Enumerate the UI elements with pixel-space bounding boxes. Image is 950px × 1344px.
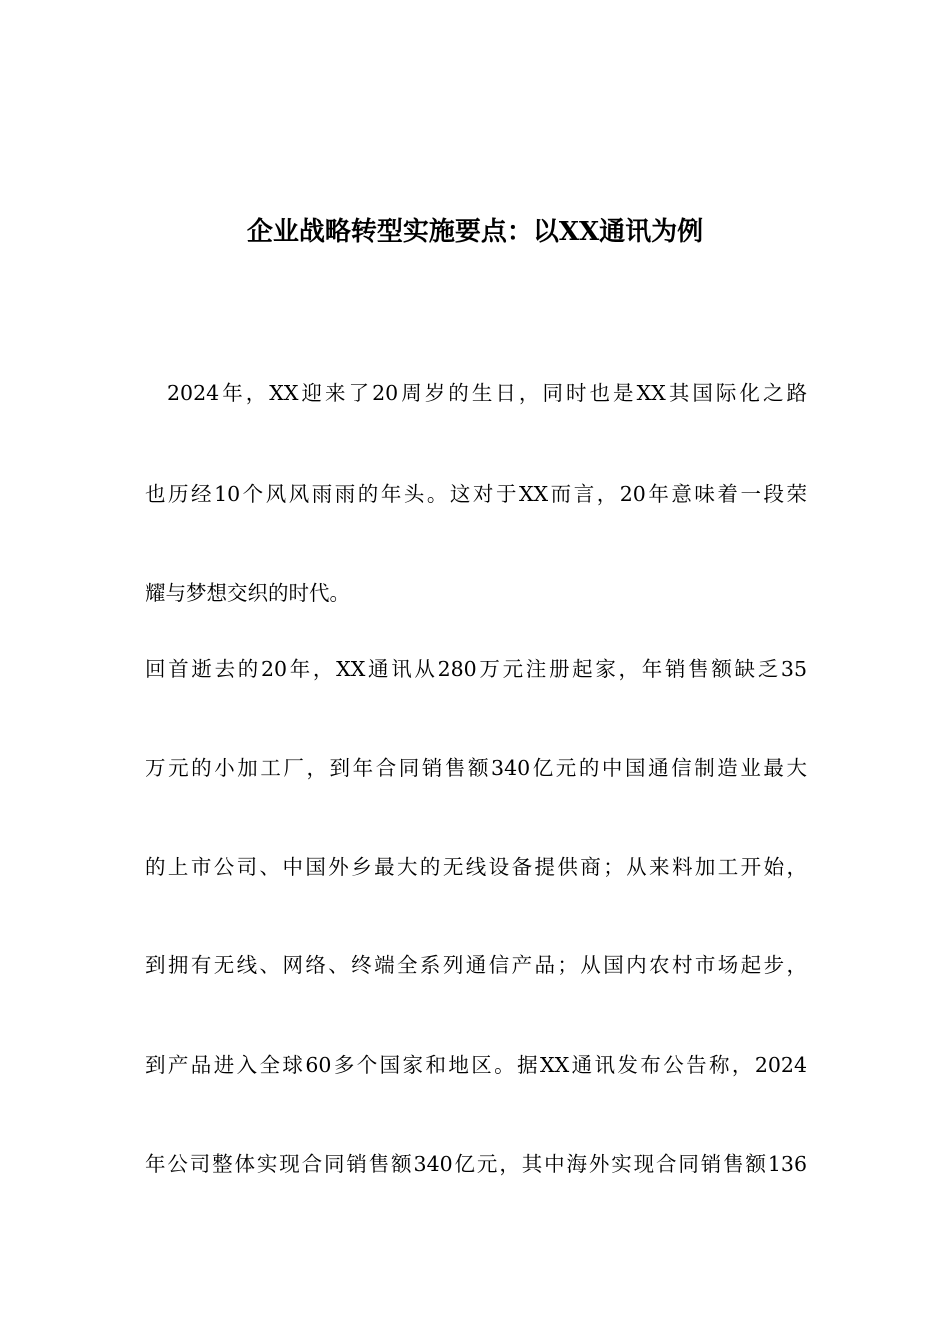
paragraph-line: 到产品进入全球60多个国家和地区。据XX通讯发布公告称，2024 [145, 1053, 807, 1077]
paragraph-line: 也历经10个风风雨雨的年头。这对于XX而言，20年意味着一段荣 [145, 482, 807, 506]
paragraph-line: 2024年，XX迎来了20周岁的生日，同时也是XX其国际化之路 [167, 381, 807, 405]
paragraph-line: 耀与梦想交织的时代。 [145, 581, 350, 605]
paragraph-line: 年公司整体实现合同销售额340亿元，其中海外实现合同销售额136 [145, 1152, 807, 1176]
paragraph-line: 回首逝去的20年，XX通讯从280万元注册起家，年销售额缺乏35 [145, 657, 807, 681]
paragraph-line: 的上市公司、中国外乡最大的无线设备提供商；从来料加工开始， [145, 855, 807, 879]
paragraph-line: 万元的小加工厂，到年合同销售额340亿元的中国通信制造业最大 [145, 756, 807, 780]
paragraph-line: 到拥有无线、网络、终端全系列通信产品；从国内农村市场起步， [145, 953, 807, 977]
document-title: 企业战略转型实施要点：以XX通讯为例 [246, 217, 704, 247]
